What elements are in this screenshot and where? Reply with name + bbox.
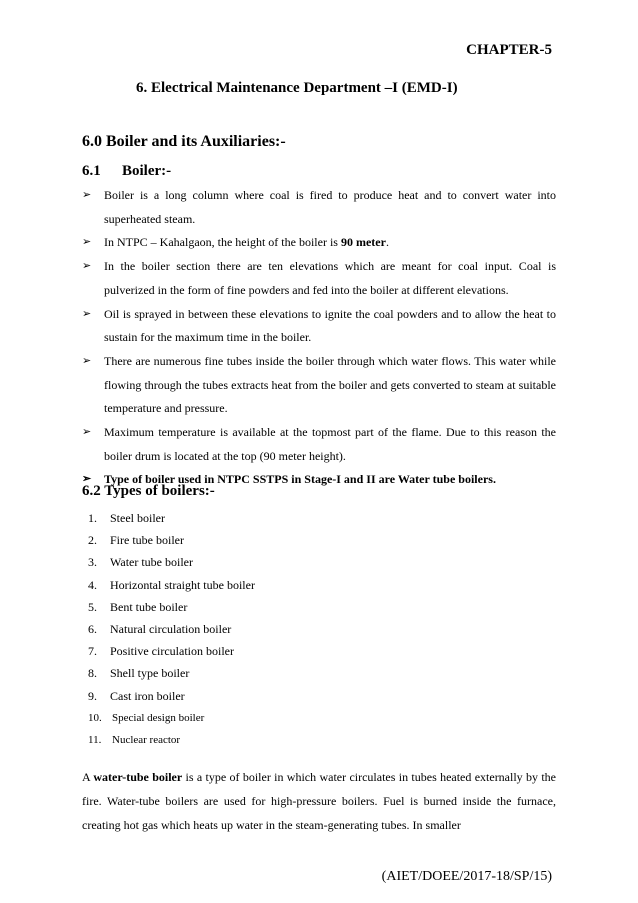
list-label: Cast iron boiler <box>110 688 185 703</box>
subsection-title <box>82 163 171 180</box>
bullet-text: Type of boiler used in NTPC SSTPS in Stage-I and II are Water tube boilers. <box>104 472 496 487</box>
list-label: Special design boiler <box>112 711 205 724</box>
bullet-item <box>82 255 556 302</box>
bullet-item <box>82 350 556 421</box>
bullet-text: Oil is sprayed in between these elevations to ignite the coal powders and to allow the heat to sustain for the maximum time in the boiler. <box>104 306 556 345</box>
types-title: 6.2 Types of boilers:- <box>82 483 215 499</box>
chapter-heading: CHAPTER-5 <box>466 42 552 58</box>
list-item <box>88 551 255 573</box>
list-number: 6. <box>88 621 97 636</box>
list-item <box>88 662 255 684</box>
page-footer-code: (AIET/DOEE/2017-18/SP/15) <box>381 869 552 884</box>
arrow-right-bullet-icon: ➢ <box>82 307 92 320</box>
bullet-item <box>82 421 556 468</box>
list-number: 3. <box>88 555 97 570</box>
bullet-item <box>82 303 556 350</box>
boiler-types-list <box>88 507 255 751</box>
list-label: Shell type boiler <box>110 666 190 681</box>
bullet-text: In NTPC – Kahalgaon, the height of the boiler is <box>104 235 341 250</box>
arrow-right-bullet-icon: ➢ <box>82 260 92 273</box>
paragraph-bold-term: water-tube boiler <box>93 770 183 784</box>
list-item <box>88 574 255 596</box>
bullet-item <box>82 184 556 231</box>
bullet-text: There are numerous fine tubes inside the boiler through which water flows. This water while flowing through the tubes extracts heat from the boiler and gets converted to steam at suitable temperature and pressure. <box>104 353 556 416</box>
list-item <box>88 729 255 751</box>
list-number: 2. <box>88 533 97 548</box>
department-title: 6. Electrical Maintenance Department –I (EMD-I) <box>136 80 458 96</box>
bullet-text-end: . <box>385 235 389 250</box>
list-number: 11. <box>88 733 102 746</box>
arrow-right-bullet-icon: ➢ <box>82 473 92 486</box>
bullet-text: In the boiler section there are ten elevations which are meant for coal input. Coal is pulverized in the form of fine powders and fed into the boiler at different elevations. <box>104 259 556 297</box>
list-number: 7. <box>88 644 97 659</box>
bullet-text: Boiler is a long column where coal is fired to produce heat and to convert water into superheated steam. <box>104 188 556 226</box>
list-number: 8. <box>88 666 97 681</box>
boiler-bullet-list <box>82 184 556 492</box>
subsection-label: Boiler:- <box>122 163 172 179</box>
arrow-right-bullet-icon: ➢ <box>82 354 92 367</box>
list-item <box>88 685 255 707</box>
list-label: Natural circulation boiler <box>110 621 232 636</box>
list-label: Horizontal straight tube boiler <box>110 577 255 592</box>
list-item <box>88 707 255 729</box>
paragraph-start: A <box>82 770 94 784</box>
list-label: Water tube boiler <box>110 555 193 570</box>
arrow-right-bullet-icon: ➢ <box>82 236 92 249</box>
bullet-item <box>82 231 556 255</box>
list-number: 9. <box>88 688 97 703</box>
paragraph-body: is a type of boiler in which water circulates in tubes heated externally by the fire. Water-tube boilers are used for high-pressure boilers. Fuel is burned inside the furnace, creating hot gas which heats up water in the steam-generating tubes. In smaller <box>82 770 556 832</box>
section-title: 6.0 Boiler and its Auxiliaries:- <box>82 133 286 150</box>
list-label: Positive circulation boiler <box>110 644 234 659</box>
arrow-right-bullet-icon: ➢ <box>82 189 92 201</box>
list-number: 10. <box>88 711 102 724</box>
subsection-number: 6.1 <box>82 163 101 179</box>
list-number: 5. <box>88 599 97 614</box>
boiler-height-value: 90 meter <box>340 235 386 250</box>
list-item <box>88 596 255 618</box>
list-label: Fire tube boiler <box>110 533 184 548</box>
list-number: 1. <box>88 511 97 525</box>
list-label: Nuclear reactor <box>112 733 181 746</box>
water-tube-paragraph <box>82 765 556 837</box>
list-label: Steel boiler <box>110 511 165 525</box>
list-label: Bent tube boiler <box>110 599 188 614</box>
list-item <box>88 529 255 551</box>
bullet-text: Maximum temperature is available at the topmost part of the flame. Due to this reason the boiler drum is located at the top (90 meter height). <box>104 425 556 463</box>
list-item <box>88 618 255 640</box>
list-number: 4. <box>88 577 97 592</box>
list-item <box>88 507 255 529</box>
list-item <box>88 640 255 662</box>
arrow-right-bullet-icon: ➢ <box>82 426 92 439</box>
